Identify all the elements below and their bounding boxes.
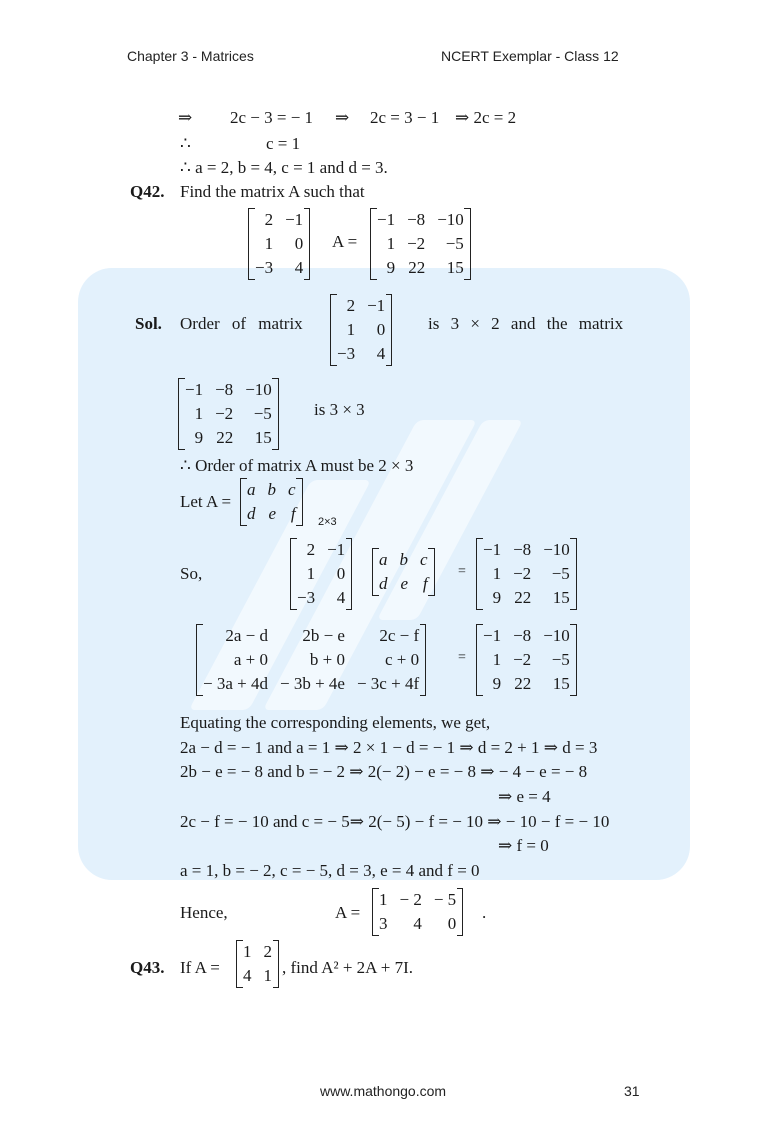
matrix-cell: 9 bbox=[386, 258, 396, 277]
matrix-cell: 2c − f bbox=[379, 626, 420, 645]
matrix-cell: 2 bbox=[264, 210, 274, 229]
solution-text: Hence, bbox=[180, 903, 228, 922]
matrix-cell: c bbox=[288, 480, 296, 499]
matrix-A-generic bbox=[372, 548, 435, 596]
matrix-cell: c + 0 bbox=[384, 650, 420, 669]
matrix-cell: 9 bbox=[492, 674, 502, 693]
matrix-A-result bbox=[372, 888, 463, 936]
matrix-cell: −5 bbox=[551, 564, 570, 583]
q42-lhs-matrix bbox=[248, 208, 310, 280]
matrix-cell: 0 bbox=[336, 564, 346, 583]
solution-text: Equating the corresponding elements, we get, bbox=[180, 713, 491, 732]
implies-symbol: ⇒ bbox=[335, 108, 350, 127]
solution-text: is 3 × 3 bbox=[314, 400, 365, 419]
matrix-cell: −2 bbox=[407, 234, 426, 253]
matrix-cell: −8 bbox=[407, 210, 426, 229]
equals-sign: = bbox=[458, 564, 466, 579]
matrix-cell: − 3c + 4f bbox=[356, 674, 420, 693]
matrix-cell: −1 bbox=[483, 626, 502, 645]
solution-text: So, bbox=[180, 564, 203, 583]
matrix-cell: −10 bbox=[543, 540, 570, 559]
matrix-cell: 1 bbox=[492, 564, 502, 583]
matrix-cell: − 5 bbox=[433, 890, 457, 909]
matrix-row bbox=[477, 562, 577, 586]
solution-text: is 3 × 2 and the matrix bbox=[428, 314, 624, 333]
matrix-cell: 22 bbox=[514, 674, 532, 693]
matrix-row bbox=[373, 572, 435, 596]
matrix-3x3 bbox=[178, 378, 279, 450]
matrix-row bbox=[179, 402, 279, 426]
matrix-cell: 22 bbox=[216, 428, 234, 447]
matrix-cell: 2b − e bbox=[302, 626, 345, 645]
equals-label: A = bbox=[335, 903, 361, 922]
matrix-row bbox=[373, 548, 435, 572]
matrix-cell: 9 bbox=[194, 428, 204, 447]
matrix-cell: b bbox=[267, 480, 276, 499]
product-matrix bbox=[196, 624, 426, 696]
matrix-cell: −10 bbox=[437, 210, 464, 229]
header-chapter: Chapter 3 - Matrices bbox=[127, 48, 254, 64]
matrix-cell: 1 bbox=[194, 404, 204, 423]
matrix-row bbox=[331, 294, 392, 318]
equation: c = 1 bbox=[266, 134, 301, 153]
matrix-row bbox=[179, 426, 279, 450]
matrix-cell: −5 bbox=[253, 404, 272, 423]
matrix-cell: −10 bbox=[245, 380, 272, 399]
matrix-cell: −1 bbox=[483, 540, 502, 559]
equation-line: 2a − d = − 1 and a = 1 ⇒ 2 × 1 − d = − 1 ⇒ d = 2 + 1 ⇒ d = 3 bbox=[180, 738, 598, 757]
matrix-cell: c bbox=[420, 550, 428, 569]
solution-text: Let A = bbox=[180, 492, 232, 511]
q42-rhs-matrix bbox=[370, 208, 471, 280]
matrix-row bbox=[477, 672, 577, 696]
equals-sign: = bbox=[458, 650, 466, 665]
matrix-cell: 3 bbox=[379, 914, 388, 933]
matrix-cell: −5 bbox=[445, 234, 464, 253]
matrix-row bbox=[197, 672, 426, 696]
matrix-cell: 15 bbox=[552, 588, 570, 607]
matrix-cell: e bbox=[268, 504, 276, 523]
matrix-cell: −1 bbox=[285, 210, 304, 229]
matrix-cell: 4 bbox=[376, 344, 386, 363]
question-text: , find A² + 2A + 7I. bbox=[282, 958, 413, 977]
matrix-3x2 bbox=[330, 294, 392, 366]
matrix-cell: 1 bbox=[263, 966, 272, 985]
matrix-cell: 15 bbox=[254, 428, 272, 447]
solution-label: Sol. bbox=[135, 314, 162, 333]
matrix-row bbox=[241, 502, 303, 526]
matrix-cell: 22 bbox=[514, 588, 532, 607]
matrix-cell: −1 bbox=[377, 210, 396, 229]
matrix-cell: 1 bbox=[492, 650, 502, 669]
matrix-cell: 1 bbox=[264, 234, 274, 253]
matrix-cell: d bbox=[247, 504, 256, 523]
matrix-row bbox=[291, 562, 352, 586]
matrix-cell: 2 bbox=[306, 540, 316, 559]
equation-line: 2c − f = − 10 and c = − 5⇒ 2(− 5) − f = − 10 ⇒ − 10 − f = − 10 bbox=[180, 812, 610, 831]
matrix-row bbox=[371, 256, 471, 280]
question-label: Q42. bbox=[130, 182, 165, 201]
matrix-cell: −2 bbox=[215, 404, 234, 423]
matrix-cell: 4 bbox=[413, 914, 422, 933]
matrix-cell: 2 bbox=[263, 942, 272, 961]
question-text: If A = bbox=[180, 958, 220, 977]
matrix-cell: 4 bbox=[243, 966, 252, 985]
matrix-cell: 1 bbox=[346, 320, 356, 339]
result-line: ∴ a = 2, b = 4, c = 1 and d = 3. bbox=[180, 158, 388, 177]
matrix-cell: −10 bbox=[543, 626, 570, 645]
matrix-row bbox=[331, 318, 392, 342]
matrix-cell: −8 bbox=[513, 626, 532, 645]
q43-matrix bbox=[236, 940, 279, 988]
matrix-cell: e bbox=[400, 574, 408, 593]
matrix-cell: −2 bbox=[513, 650, 532, 669]
matrix-cell: a bbox=[379, 550, 388, 569]
matrix-cell: −3 bbox=[297, 588, 316, 607]
matrix-row bbox=[249, 208, 310, 232]
matrix-row bbox=[331, 342, 392, 366]
matrix-cell: 15 bbox=[446, 258, 464, 277]
solution-text: Order of matrix bbox=[180, 314, 303, 333]
equation: ⇒ 2c = 2 bbox=[455, 108, 517, 127]
matrix-cell: −2 bbox=[513, 564, 532, 583]
matrix-row bbox=[291, 586, 352, 610]
matrix-3x2 bbox=[290, 538, 352, 610]
matrix-row bbox=[249, 232, 310, 256]
matrix-cell: 1 bbox=[379, 890, 388, 909]
matrix-cell: −5 bbox=[551, 650, 570, 669]
header-book: NCERT Exemplar - Class 12 bbox=[441, 48, 619, 64]
matrix-order-subscript: 2×3 bbox=[318, 516, 337, 528]
matrix-cell: −8 bbox=[215, 380, 234, 399]
equation-line: a = 1, b = − 2, c = − 5, d = 3, e = 4 and f = 0 bbox=[180, 861, 480, 880]
matrix-row bbox=[371, 232, 471, 256]
matrix-3x3 bbox=[476, 538, 577, 610]
matrix-cell: 1 bbox=[386, 234, 396, 253]
matrix-cell: 22 bbox=[408, 258, 426, 277]
implies-symbol: ⇒ bbox=[178, 108, 193, 127]
footer-page-number: 31 bbox=[624, 1083, 640, 1099]
matrix-row bbox=[237, 964, 279, 988]
matrix-cell: f bbox=[290, 504, 296, 523]
solution-text: ∴ Order of matrix A must be 2 × 3 bbox=[180, 456, 414, 475]
question-label: Q43. bbox=[130, 958, 165, 977]
matrix-3x3 bbox=[476, 624, 577, 696]
matrix-cell: − 3a + 4d bbox=[203, 674, 268, 693]
matrix-cell: f bbox=[422, 574, 428, 593]
matrix-cell: −8 bbox=[513, 540, 532, 559]
matrix-row bbox=[477, 538, 577, 562]
matrix-cell: −1 bbox=[185, 380, 204, 399]
equation-line: ⇒ e = 4 bbox=[498, 787, 551, 806]
matrix-cell: − 3b + 4e bbox=[279, 674, 345, 693]
matrix-row bbox=[249, 256, 310, 280]
matrix-cell: 4 bbox=[336, 588, 346, 607]
therefore-symbol: ∴ bbox=[180, 134, 191, 153]
matrix-cell: 2a − d bbox=[225, 626, 268, 645]
equation-line: 2b − e = − 8 and b = − 2 ⇒ 2(− 2) − e = − 8 ⇒ − 4 − e = − 8 bbox=[180, 762, 588, 781]
footer-site: www.mathongo.com bbox=[320, 1083, 447, 1099]
matrix-cell: 2 bbox=[346, 296, 356, 315]
matrix-cell: b + 0 bbox=[309, 650, 345, 669]
matrix-row bbox=[371, 208, 471, 232]
matrix-row bbox=[197, 624, 426, 648]
matrix-cell: 15 bbox=[552, 674, 570, 693]
matrix-cell: b bbox=[399, 550, 408, 569]
matrix-row bbox=[477, 648, 577, 672]
matrix-cell: 0 bbox=[376, 320, 386, 339]
matrix-row bbox=[197, 648, 426, 672]
matrix-row bbox=[237, 940, 279, 964]
matrix-A-generic bbox=[240, 478, 303, 526]
matrix-row bbox=[477, 586, 577, 610]
matrix-row bbox=[241, 478, 303, 502]
equation: 2c = 3 − 1 bbox=[370, 108, 440, 127]
matrix-cell: 1 bbox=[243, 942, 252, 961]
equation-line: ⇒ f = 0 bbox=[498, 836, 549, 855]
matrix-cell: −3 bbox=[255, 258, 274, 277]
matrix-cell: −3 bbox=[337, 344, 356, 363]
matrix-cell: −1 bbox=[367, 296, 386, 315]
matrix-cell: 0 bbox=[294, 234, 304, 253]
matrix-row bbox=[291, 538, 352, 562]
matrix-row bbox=[373, 912, 463, 936]
matrix-cell: −1 bbox=[327, 540, 346, 559]
matrix-cell: d bbox=[379, 574, 388, 593]
matrix-cell: 0 bbox=[447, 914, 457, 933]
matrix-cell: a + 0 bbox=[233, 650, 268, 669]
matrix-row bbox=[179, 378, 279, 402]
equals-label: A = bbox=[332, 232, 358, 251]
matrix-cell: 4 bbox=[294, 258, 304, 277]
matrix-row bbox=[373, 888, 463, 912]
matrix-cell: − 2 bbox=[399, 890, 422, 909]
matrix-cell: a bbox=[247, 480, 256, 499]
equation: 2c − 3 = − 1 bbox=[230, 108, 314, 127]
period: . bbox=[482, 903, 487, 922]
matrix-row bbox=[477, 624, 577, 648]
question-text: Find the matrix A such that bbox=[180, 182, 365, 201]
matrix-cell: 1 bbox=[306, 564, 316, 583]
matrix-cell: 9 bbox=[492, 588, 502, 607]
